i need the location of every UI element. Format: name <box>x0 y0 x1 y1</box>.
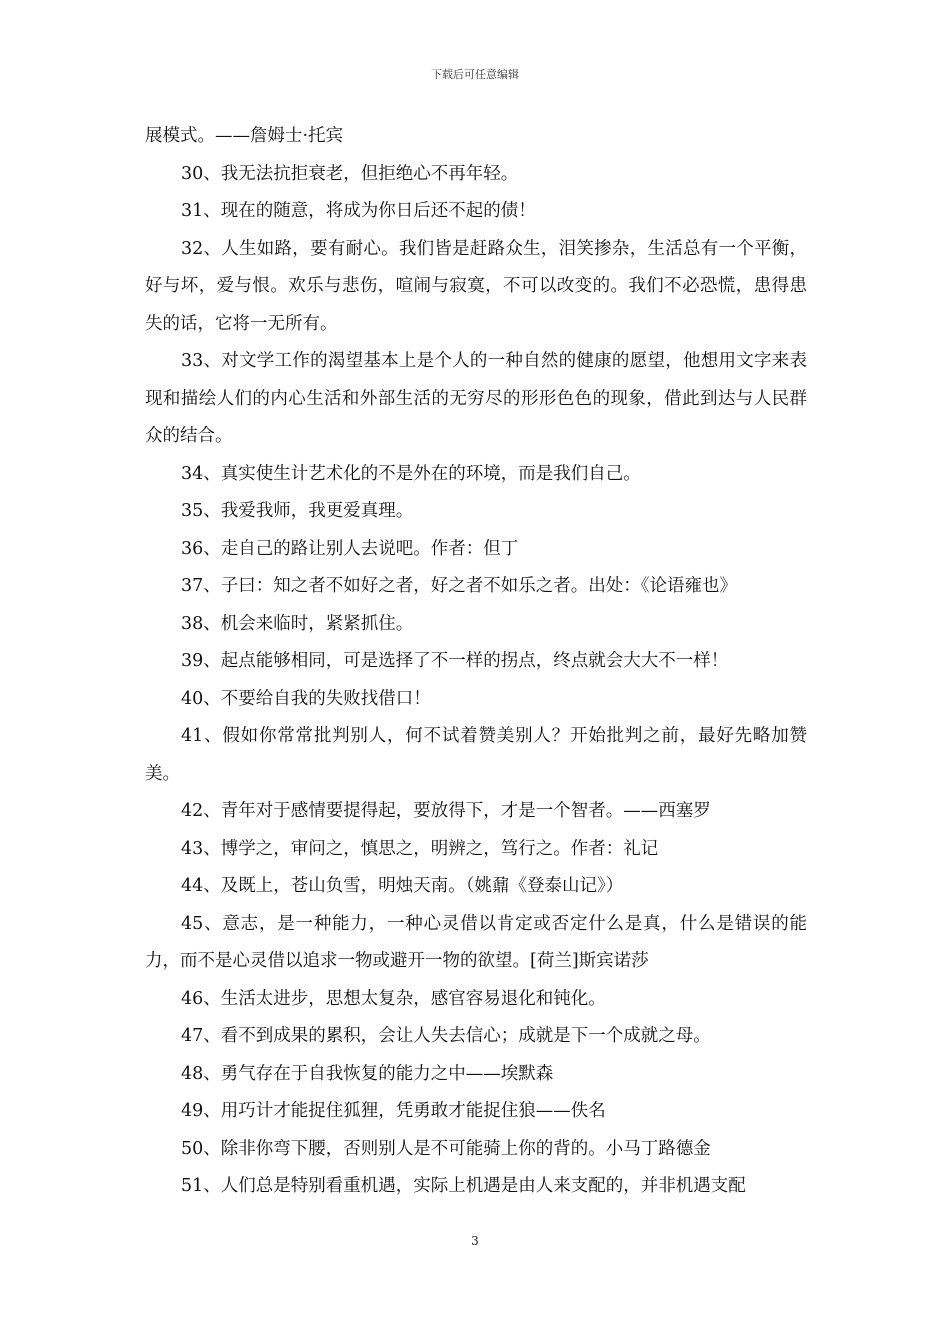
quote-49: 49、用巧计才能捉住狐狸，凭勇敢才能捉住狼——佚名 <box>181 1101 606 1121</box>
quote-42: 42、青年对于感情要提得起，要放得下，才是一个智者。——西塞罗 <box>181 801 711 821</box>
quote-51: 51、人们总是特别看重机遇，实际上机遇是由人来支配的，并非机遇支配 <box>181 1176 746 1196</box>
quote-48: 48、勇气存在于自我恢复的能力之中——埃默森 <box>181 1063 554 1084</box>
paragraph-continuation: 展模式。——詹姆士·托宾 <box>145 126 344 146</box>
quote-30: 30、我无法抗拒衰老，但拒绝心不再年轻。 <box>181 163 519 184</box>
quote-50: 50、除非你弯下腰，否则别人是不可能骑上你的背的。小马丁路德金 <box>181 1138 711 1159</box>
quote-35: 35、我爱我师，我更爱真理。 <box>181 501 414 521</box>
quote-46: 46、生活太进步，思想太复杂，感官容易退化和钝化。 <box>181 988 606 1009</box>
quote-39: 39、起点能够相同，可是选择了不一样的拐点，终点就会大大不一样！ <box>181 651 729 671</box>
document-body <box>145 118 807 1206</box>
page-header: 下载后可任意编辑 <box>431 68 519 81</box>
page-number: 3 <box>471 1234 479 1248</box>
quote-43: 43、博学之，审问之，慎思之，明辨之，笃行之。作者：礼记 <box>181 838 659 859</box>
quote-31: 31、现在的随意，将成为你日后还不起的债！ <box>181 201 536 221</box>
quote-45: 45、意志，是一种能力，一种心灵借以肯定或否定什么是真，什么是错误的能力，而不是心灵借以追求一物或避开一物的欲望。[荷兰]斯宾诺莎 <box>145 913 807 971</box>
quote-36: 36、走自己的路让别人去说吧。作者：但丁 <box>181 538 519 559</box>
quote-37: 37、子曰：知之者不如好之者，好之者不如乐之者。出处：《论语雍也》 <box>181 576 738 596</box>
quote-38: 38、机会来临时，紧紧抓住。 <box>181 613 414 634</box>
quote-40: 40、不要给自我的失败找借口！ <box>181 688 431 709</box>
quote-33: 33、对文学工作的渴望基本上是个人的一种自然的健康的愿望，他想用文字来表现和描绘人们的内心生活和外部生活的无穷尽的形形色色的现象，借此到达与人民群众的结合。 <box>145 351 807 446</box>
quote-47: 47、看不到成果的累积，会让人失去信心；成就是下一个成就之母。 <box>181 1026 711 1046</box>
quote-32: 32、人生如路，要有耐心。我们皆是赶路众生，泪笑掺杂，生活总有一个平衡，好与坏，爱与恨。欢乐与悲伤，喧闹与寂寞，不可以改变的。我们不必恐慌，患得患失的话，它将一无所有。 <box>145 238 807 334</box>
quote-34: 34、真实使生计艺术化的不是外在的环境，而是我们自己。 <box>181 463 641 484</box>
quote-41: 41、假如你常常批判别人，何不试着赞美别人？开始批判之前，最好先略加赞美。 <box>145 726 807 784</box>
quote-44: 44、及既上，苍山负雪，明烛天南。（姚鼐《登泰山记》） <box>181 876 624 896</box>
